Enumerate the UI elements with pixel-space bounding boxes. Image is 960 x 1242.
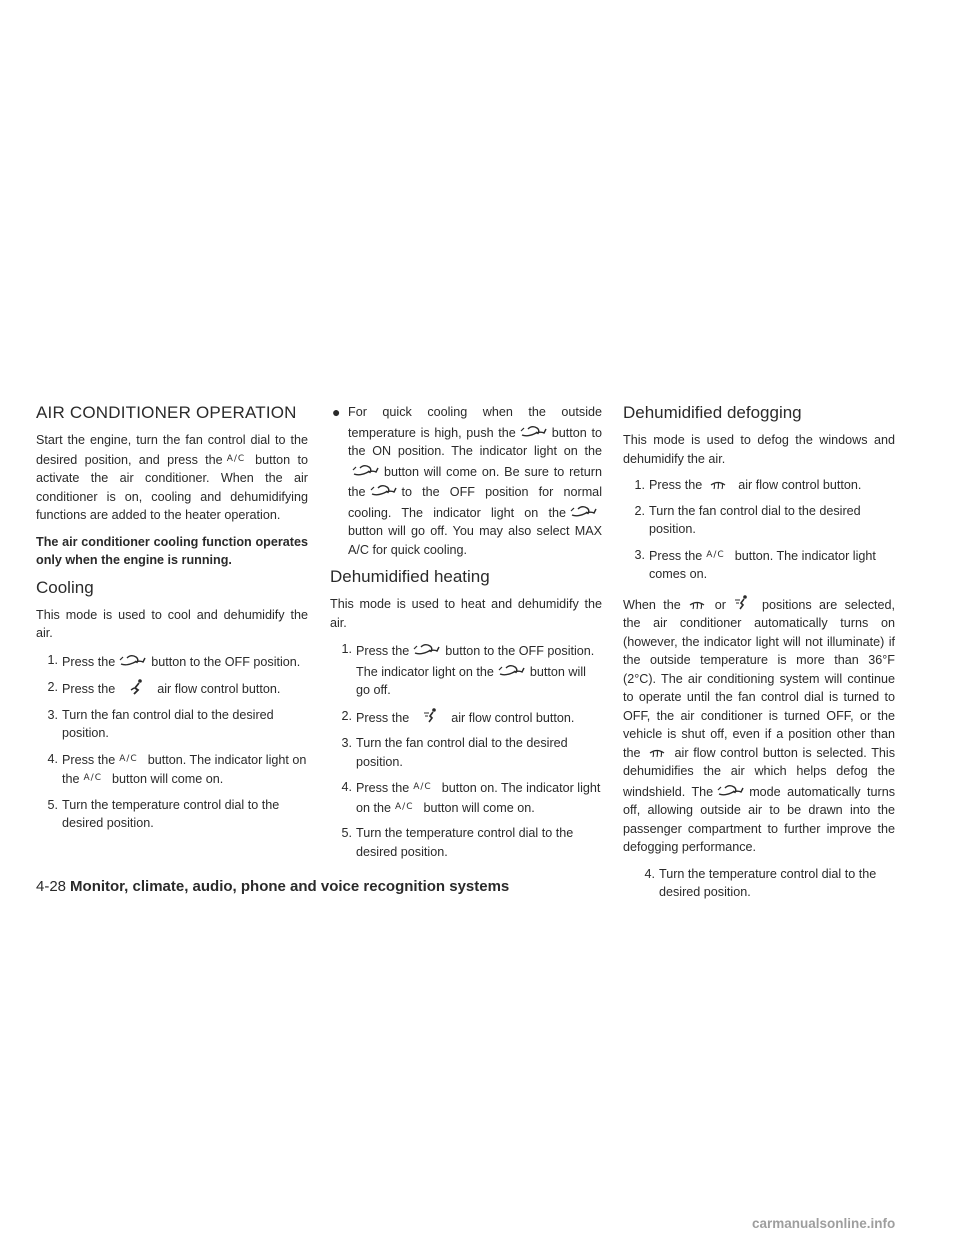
foot-defrost-airflow-icon	[734, 594, 750, 612]
defrost-icon	[689, 596, 705, 612]
column-1	[36, 403, 308, 843]
defogging-paragraph: When the or positions are selected, the air conditioner automatically turns on (however, the indicator light will not illuminate) if the outside temperature is more than 36°F (2°C). The air conditioning system will continue to operate until the fan control dial is turned to OFF, the air conditioner is turned OFF, or the vehicle is shut off, even if a position other than the air flow control button is selected. This dehumidifies the air which helps defog the windshield. The mode automatically turns off, allowing outside air to be drawn into the passenger compartment to further improve the defogging performance.	[623, 594, 895, 857]
list-item: 1. Press the button to the OFF position. The indicator light on the button will go off.	[341, 642, 595, 697]
chapter-title: Monitor, climate, audio, phone and voice recognition systems	[70, 878, 510, 895]
defrost-icon	[649, 744, 665, 760]
list-item: 3. Turn the fan control dial to the desired position.	[47, 707, 274, 740]
list-item: 1. Press the button to the OFF position.	[47, 652, 301, 669]
cooling-steps	[36, 651, 308, 833]
list-item: 4. Press the A/C button on. The indicator light on the A/C button will come on.	[341, 780, 601, 815]
page-footer	[36, 878, 509, 896]
column-3	[623, 403, 895, 912]
cooling-desc: This mode is used to cool and dehumidify the air.	[36, 607, 308, 640]
heating-steps	[330, 640, 602, 861]
cooling-heading: Cooling	[36, 577, 94, 597]
list-item: 1. Press the air flow control button.	[634, 478, 862, 492]
list-item: 5. Turn the temperature control dial to the desired position.	[341, 826, 574, 859]
ac-button-icon: A/C	[706, 549, 725, 560]
heating-heading: Dehumidified heating	[330, 567, 490, 586]
recirculation-icon	[569, 502, 599, 520]
recirculation-icon	[519, 422, 549, 440]
ac-button-icon: A/C	[226, 453, 246, 464]
page-number: 4-28	[36, 878, 67, 895]
section-title: AIR CONDITIONER OPERATION	[36, 403, 297, 422]
list-item: 5. Turn the temperature control dial to the desired position.	[47, 797, 280, 830]
list-item: ● For quick cooling when the outside temperature is high, push the button to the ON position. The indicator light on thebutton will come on. Be sure to return the to the OFF position for normal cooling. The indicator light on thebutton will go off. You may also select MAX A/C for quick cooling.	[332, 404, 602, 557]
defogging-heading: Dehumidified defogging	[623, 403, 802, 422]
engine-warning: The air conditioner cooling function operates only when the engine is running.	[36, 534, 308, 567]
recirculation-icon	[369, 481, 399, 499]
ac-button-icon: A/C	[395, 801, 414, 812]
column-2	[330, 403, 602, 871]
list-item: 3. Turn the fan control dial to the desired position.	[341, 736, 568, 769]
intro-paragraph: Start the engine, turn the fan control dial to the desired position, and press the A/C button to activate the air conditioner. When the air conditioner is on, cooling and dehumidifying functions are added to the heater operation.	[36, 433, 308, 522]
watermark: carmanualsonline.info	[752, 1216, 896, 1231]
list-item: 4. Press the A/C button. The indicator light on the A/C button will come on.	[47, 751, 307, 786]
foot-defrost-airflow-icon	[423, 707, 439, 725]
list-item: 2. Press the air flow control button.	[341, 708, 575, 725]
bullet-icon: ●	[332, 404, 341, 420]
list-item: 2. Turn the fan control dial to the desired position.	[634, 503, 861, 536]
quick-cooling-bullet	[330, 403, 602, 559]
defogging-desc: This mode is used to defog the windows and dehumidify the air.	[623, 433, 895, 466]
list-item: 3. Press the A/C button. The indicator light comes on.	[634, 547, 876, 581]
defrost-icon	[710, 476, 726, 492]
ac-button-icon: A/C	[83, 773, 102, 783]
list-item: 2. Press the air flow control button.	[47, 680, 281, 696]
recirculation-icon	[497, 661, 527, 679]
list-item: 4. Turn the temperature control dial to the desired position.	[644, 866, 877, 899]
ac-button-icon: A/C	[413, 782, 432, 792]
ac-button-icon: A/C	[119, 753, 138, 764]
recirculation-icon	[716, 781, 746, 799]
recirculation-icon	[351, 461, 381, 479]
recirculation-icon	[412, 640, 442, 658]
defogging-steps	[623, 476, 895, 584]
foot-airflow-icon	[129, 678, 145, 696]
defogging-step-4	[623, 865, 895, 902]
recirculation-icon	[118, 651, 148, 669]
heating-desc: This mode is used to heat and dehumidify the air.	[330, 597, 602, 630]
